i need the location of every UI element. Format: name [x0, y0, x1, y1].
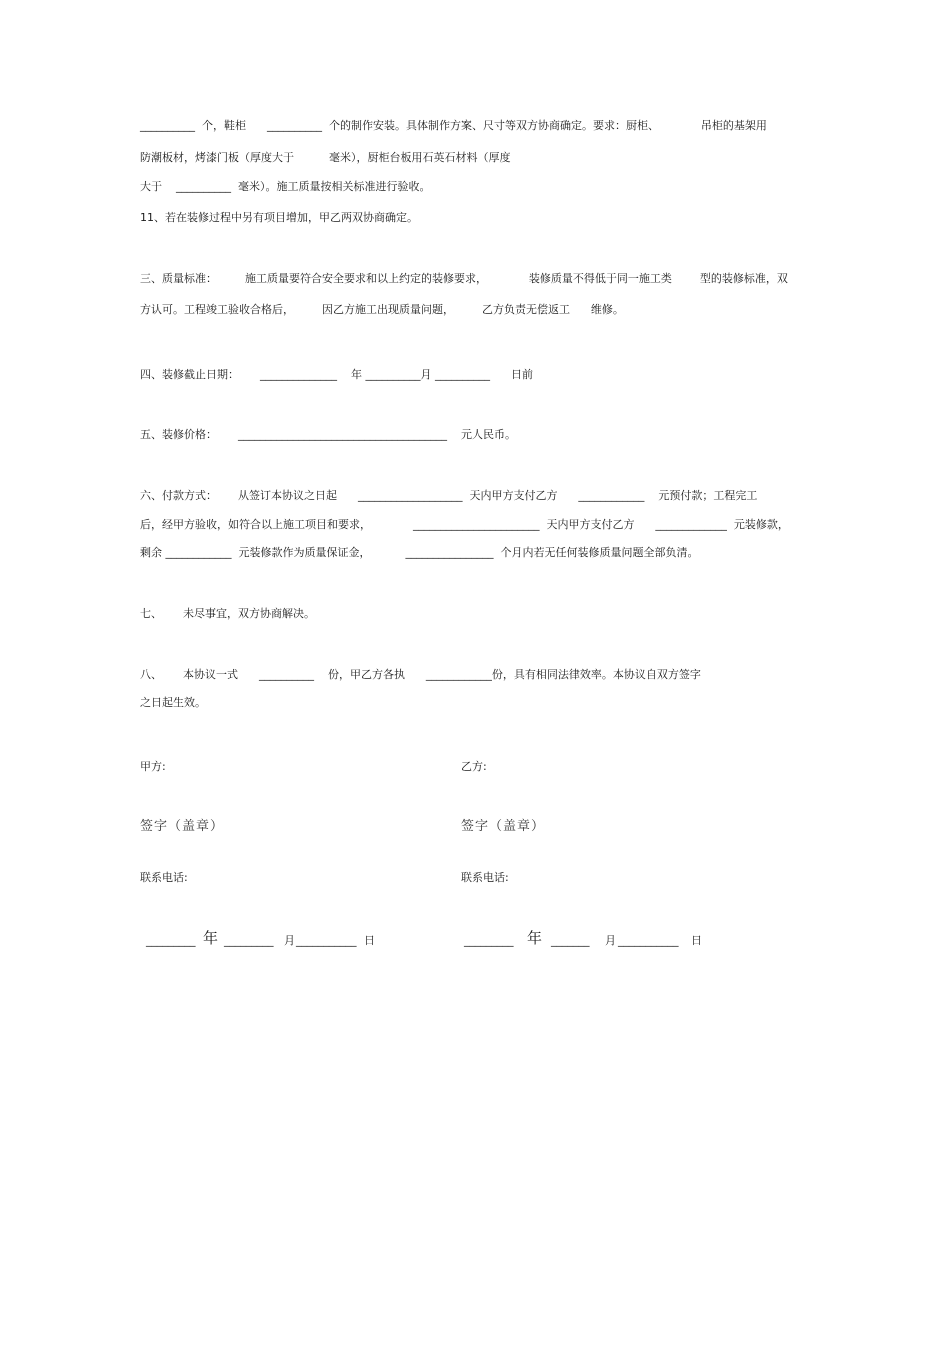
section6-line2: 后，经甲方验收，如符合以上施工项目和要求， _______________________ 天内甲方支付乙方 _____________ 元装修款，	[140, 518, 789, 531]
party-b-day-blank: ___________	[618, 934, 679, 947]
section3-line2: 方认可。工程竣工验收合格后， 因乙方施工出现质量问题， 乙方负责无偿返工 维修。	[140, 303, 624, 316]
party-a-day-label: 日	[364, 934, 375, 947]
item10-line1: __________ 个，鞋柜 __________ 个的制作安装。具体制作方案、尺寸等双方协商确定。要求：厨柜、 吊柜的基架用	[140, 119, 767, 132]
party-b-phone-label: 联系电话:	[461, 871, 509, 884]
party-a-month-blank: _________	[224, 934, 274, 947]
section6-line3: 剩余 ____________ 元装修款作为质量保证金， ________________ 个月内若无任何装修质量问题全部负清。	[140, 546, 699, 559]
section4-deadline: 四、装修截止日期： ______________ 年 __________月 __________ 日前	[140, 368, 533, 381]
party-a-day-blank: ___________	[296, 934, 357, 947]
party-b-month-label: 月	[605, 934, 616, 947]
party-b-year-label: 年	[527, 929, 543, 947]
item10-line2: 防潮板材，烤漆门板（厚度大于 毫米），厨柜台板用石英石材料（厚度	[140, 151, 511, 164]
party-a-phone-label: 联系电话:	[140, 871, 188, 884]
party-b-label: 乙方:	[461, 760, 487, 773]
section3-line1: 三、质量标准： 施工质量要符合安全要求和以上约定的装修要求， 装修质量不得低于同一施工类 型的装修标准，双	[140, 272, 788, 285]
party-a-year-label: 年	[203, 929, 219, 947]
item11-text: 11、若在装修过程中另有项目增加，甲乙两双协商确定。	[140, 211, 418, 224]
section8-line2: 之日起生效。	[140, 696, 206, 709]
section6-line1: 六、付款方式： 从签订本协议之日起 ___________________ 天内甲方支付乙方 ____________ 元预付款；工程完工	[140, 489, 758, 502]
party-b-month-blank: _______	[551, 934, 590, 947]
party-b-signature: 签字（盖章）	[461, 819, 546, 834]
item10-line3: 大于 __________ 毫米）。施工质量按相关标准进行验收。	[140, 180, 431, 193]
section7-text: 七、 未尽事宜，双方协商解决。	[140, 607, 315, 620]
party-a-month-label: 月	[284, 934, 295, 947]
section8-line1: 八、 本协议一式 __________ 份，甲乙方各执 ____________份，具有相同法律效率。本协议自双方签字	[140, 668, 701, 681]
section5-price: 五、装修价格： ______________________________________ 元人民币。	[140, 428, 516, 441]
party-b-day-label: 日	[691, 934, 702, 947]
party-b-year-blank: _________	[464, 934, 514, 947]
party-a-signature: 签字（盖章）	[140, 819, 225, 834]
party-a-year-blank: _________	[146, 934, 196, 947]
party-a-label: 甲方:	[140, 760, 166, 773]
